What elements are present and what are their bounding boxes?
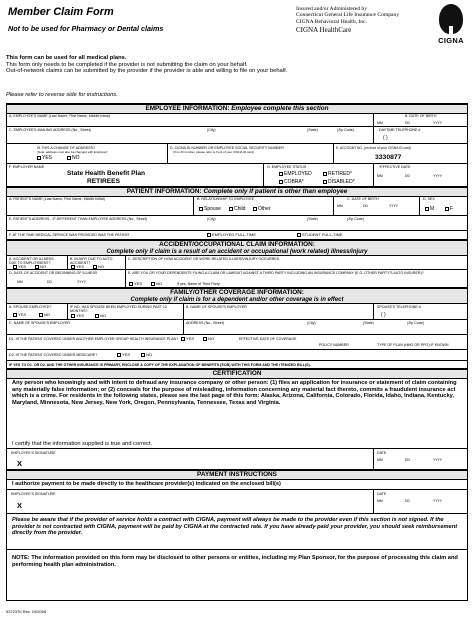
form-footer: 537237b Rev. 10/2008 <box>6 609 47 614</box>
certification-signature-row <box>7 448 467 470</box>
patient-name-label[interactable]: A. PATIENT'S NAME (Last Name, First Name, Middle Initial) <box>9 197 105 201</box>
dob-yyyy: YYYY <box>433 121 443 125</box>
accident-date-label[interactable]: D. DATE OF ACCIDENT OR BEGINNING OF ILLNESS <box>9 271 98 275</box>
change-address-label: IS THIS A CHANGE OF ADDRESS? <box>37 146 96 150</box>
cigna-healthcare-text: CIGNA HealthCare <box>296 25 352 34</box>
checkbox[interactable] <box>425 207 429 211</box>
auto-accident-label: B. INJURY DUE TO AUTO ACCIDENT? <box>70 257 113 265</box>
form-subtitle: Not to be used for Pharmacy or Dental claims <box>8 24 164 33</box>
c-yyyy: YYYY <box>433 458 443 462</box>
state-label: (State) <box>363 321 374 325</box>
cigna-id-label[interactable]: D. CIGNA ID NUMBER OR EMPLOYEE SOCIAL SECURITY NUMBER <box>170 146 284 150</box>
form-header <box>6 4 470 59</box>
checkbox[interactable] <box>279 180 283 184</box>
past-yes[interactable]: YES <box>71 313 84 319</box>
admin-line: CIGNA Behavioral Health, Inc. <box>296 18 367 25</box>
phone-parens: ( ) <box>381 312 386 318</box>
spouse-address-label[interactable]: ADDRESS (No., Street) <box>186 321 224 325</box>
intro-text <box>6 55 466 75</box>
date-label[interactable]: DATE <box>377 451 387 455</box>
certify-statement: I certify that the information supplied is true and correct. <box>12 441 153 447</box>
notice-row <box>7 514 467 550</box>
zip-label: (Zip Code) <box>347 217 364 221</box>
checkbox[interactable] <box>323 172 327 176</box>
patient-dob-label[interactable]: C. DATE OF BIRTH <box>347 197 379 201</box>
accident-employment-label: A. ACCIDENT OR ILLNESS DUE TO EMPLOYMENT? <box>9 257 54 265</box>
spouse-employment-row <box>7 304 467 320</box>
d1-yes[interactable]: YES <box>181 336 194 342</box>
state-label: (State) <box>307 217 318 221</box>
spouse-yes[interactable]: YES <box>13 312 26 318</box>
zip-label: (Zip Code) <box>407 321 424 325</box>
patient-employed-fulltime[interactable]: EMPLOYED FULL-TIME <box>207 232 256 238</box>
c-mm: MM <box>377 458 383 462</box>
signature-x[interactable]: X <box>17 459 23 468</box>
third-party-label: E. ARE YOU OR YOUR DEPENDENTS FILING A CLAIM OR LAWSUIT AGAINST A THIRD PARTY INCLUDING AN INSURANCE COMPANY (E.G. OTHER PARTY'S AUTO INSURER)? <box>128 271 424 275</box>
employee-name-label: A. EMPLOYEE'S NAME (Last Name, First Name, Middle Initial) <box>9 114 110 118</box>
acc-a-yes[interactable]: YES <box>13 264 26 270</box>
checkbox[interactable] <box>323 180 327 184</box>
admin-line: Insured and/or Administered by <box>296 6 367 12</box>
cigna-id-note: (If no ID number, please refer to front of your CIGNA ID card) <box>173 150 254 154</box>
acc-e-yes[interactable]: YES <box>129 281 142 287</box>
administrator-block <box>296 6 436 33</box>
employee-status-label: G. EMPLOYEE STATUS <box>267 165 307 169</box>
effective-date-label[interactable]: *EFFECTIVE DATE <box>379 165 411 169</box>
payment-heading: PAYMENT INSTRUCTIONS <box>7 470 467 480</box>
employee-name-row <box>7 113 467 127</box>
claim-form <box>6 103 468 601</box>
patient-student-fulltime[interactable]: STUDENT FULL-TIME <box>297 232 343 238</box>
employee-section-heading: EMPLOYEE INFORMATION: Employee complete this section <box>7 104 467 114</box>
sex-label: D. SEX <box>423 197 435 201</box>
spouse-employer-name-label[interactable]: C. NAME OF SPOUSE'S EMPLOYER <box>9 321 70 325</box>
certification-text: Any person who knowingly and with intent to defraud any insurance company or other person: (1) files an application for insurance or statement of claim containing any materially false information; or (2) conceals for the purpose of misleading, information concerning any material fact thereto, commits a fraudulent insurance act which is a crime. For residents in the following states, please see the last page of this form: Alaska, Arizona, California, Colorado, Florida, Idaho, Indiana, Kentucky, Maryland, Minnesota, New Jersey, New York, Oregon, Pennsylvania, Tennessee, Texas and Virginia. <box>12 380 457 407</box>
checkbox[interactable] <box>279 172 283 176</box>
change-address-note: (Note: address must also be changed with Employer) <box>37 150 108 154</box>
patient-address-row <box>7 216 467 231</box>
c-dd: DD <box>405 458 410 462</box>
checkbox[interactable] <box>199 207 203 211</box>
status-cobra[interactable]: COBRA* <box>279 179 304 185</box>
employee-address-row <box>7 127 467 144</box>
admin-line: Connecticut General Life Insurance Company <box>296 12 400 19</box>
change-address-no[interactable]: NO <box>67 155 80 161</box>
payment-text: I authorize payment to be made directly to the healthcare provider(s) indicated on the enclosed bill(s) <box>12 481 281 487</box>
payment-text-row <box>7 480 467 490</box>
spouse-no[interactable]: NO <box>39 312 50 318</box>
state-label: (State) <box>307 128 318 132</box>
a-dd: DD <box>47 280 52 284</box>
accident-row <box>7 256 467 270</box>
checkbox[interactable] <box>297 233 301 237</box>
checkbox[interactable] <box>253 207 257 211</box>
employer-name-label: F. EMPLOYER NAME <box>9 165 45 169</box>
signature-x[interactable]: X <box>17 501 23 510</box>
change-address-yes[interactable]: YES <box>37 155 52 161</box>
coverage-effective-label[interactable]: EFFECTIVE DATE OF COVERAGE <box>239 337 297 341</box>
checkbox[interactable] <box>67 156 71 160</box>
a-yyyy: YYYY <box>77 280 87 284</box>
acc-b-no[interactable]: NO <box>93 264 104 270</box>
p-yyyy: YYYY <box>389 204 399 208</box>
accident-date-row <box>7 270 467 288</box>
employer-sub: RETIREES <box>87 178 120 185</box>
note-row <box>7 550 467 600</box>
sex-f[interactable]: F <box>445 206 453 212</box>
provider-notice: Please be aware that if the provider of service holds a contract with CIGNA, payment will always be made to the provider even if this section is not signed. If the provider is not contracted with CIGNA, payment will be paid by CIGNA at the contracted rate. If you have already paid your provider, you should seek reimbursement directly from the provider. <box>12 517 458 537</box>
family-section-heading: FAMILY/OTHER COVERAGE INFORMATION: Complete only if claim is for a dependent and/or other coverage is in effect <box>7 288 467 304</box>
eff-mm: MM <box>377 174 383 178</box>
employer-row <box>7 164 467 187</box>
pay-mm: MM <box>377 499 383 503</box>
status-employed[interactable]: EMPLOYED <box>279 171 312 177</box>
daytime-phone-label[interactable]: DAYTIME TELEPHONE # <box>379 128 421 132</box>
zip-label: (Zip Code) <box>337 128 354 132</box>
dob-dd: DD <box>405 121 410 125</box>
cigna-logo <box>432 4 470 50</box>
rel-spouse[interactable]: Spouse <box>199 206 221 212</box>
spouse-employer-label[interactable]: B. NAME OF SPOUSE'S EMPLOYER <box>186 305 247 309</box>
signature-label: EMPLOYEE'S SIGNATURE <box>11 492 56 496</box>
patient-status-label: F. AT THE TIME MEDICAL SERVICE WAS PROVIDED WAS THE PATIENT <box>9 233 130 237</box>
a-mm: MM <box>17 280 23 284</box>
other-coverage-label: D1. IS THE PATIENT COVERED UNDER ANOTHER EMPLOYER GROUP HEALTH INSURANCE PLAN? <box>9 337 179 341</box>
patient-section-heading: PATIENT INFORMATION: Complete only if patient is other than employee <box>7 187 467 197</box>
date-label[interactable]: DATE <box>377 492 387 496</box>
employee-id-row <box>7 144 467 164</box>
relationship-label: B. RELATIONSHIP TO EMPLOYEE <box>197 197 255 201</box>
spouse-employed-label: A. SPOUSE EMPLOYED? <box>9 305 52 309</box>
d1-no[interactable]: NO <box>203 336 214 342</box>
spouse-employer-row <box>7 320 467 335</box>
third-party-name-label[interactable]: If yes, Name of Third Party: <box>177 282 221 286</box>
employee-dob-label[interactable]: B. DATE OF BIRTH <box>405 114 437 118</box>
logo-word: CIGNA <box>438 36 464 45</box>
acc-b-yes[interactable]: YES <box>71 264 84 270</box>
eff-dd: DD <box>405 174 410 178</box>
eob-note-row <box>7 361 467 369</box>
acc-e-no[interactable]: NO <box>151 281 162 287</box>
tree-icon <box>439 4 463 34</box>
medicare-label: D2. IS THE PATIENT COVERED UNDER MEDICARE? <box>9 353 98 357</box>
status-disabled[interactable]: DISABLED* <box>323 179 355 185</box>
sex-m[interactable]: M <box>425 206 434 212</box>
city-label: (City) <box>207 217 216 221</box>
pay-dd: DD <box>405 499 410 503</box>
signature-label: EMPLOYEE'S SIGNATURE <box>11 451 56 455</box>
d2-yes[interactable]: YES <box>117 352 130 358</box>
pay-yyyy: YYYY <box>433 499 443 503</box>
eff-yyyy: YYYY <box>433 174 443 178</box>
spouse-past-employed-label: IF NO, HAS SPOUSE BEEN EMPLOYED DURING PAST 12 MONTHS? <box>70 305 167 313</box>
policy-number-label[interactable]: POLICY NUMBER <box>319 343 349 347</box>
checkbox[interactable] <box>207 233 211 237</box>
past-no[interactable]: NO <box>95 313 106 319</box>
refer-note: Please refer to reverse side for instructions. <box>6 92 118 98</box>
p-dd: DD <box>363 204 368 208</box>
patient-name-row <box>7 196 467 216</box>
d2-no[interactable]: NO <box>141 352 152 358</box>
accident-description-label[interactable]: C. DESCRIPTION OF HOW ACCIDENT OR WORK RELATED ILLNESS/INJURY OCCURRED <box>128 257 280 261</box>
other-coverage-row <box>7 335 467 350</box>
intro-line: Out-of-network claims can be submitted by the provider if the provider is able and willing to file on your behalf. <box>6 68 288 75</box>
intro-line: This form can be used for all medical plans. <box>6 55 127 61</box>
checkbox[interactable] <box>37 156 41 160</box>
checkbox[interactable] <box>229 207 233 211</box>
accident-section-heading: ACCIDENT/OCCUPATIONAL CLAIM INFORMATION: Complete only if claim is a result of an accident or occupational (work related) illness/injury <box>7 240 467 256</box>
rel-child[interactable]: Child <box>229 206 245 212</box>
eob-note: IF YES TO D1. OR D2. AND THE OTHER INSURANCE IS PRIMARY, ENCLOSE A COPY OF THE EXPLANATION OF BENEFITS (EOB) WITH THIS FORM AND THE ITEMIZED BILL(S). <box>9 363 311 367</box>
employer-name: State Health Benefit Plan <box>67 170 146 177</box>
intro-line: This form only needs to be completed if the provider is not submitting the claim on your behalf. <box>6 61 248 68</box>
form-title: Member Claim Form <box>8 6 114 18</box>
rel-other[interactable]: Other <box>253 206 271 212</box>
city-label: (City) <box>307 321 316 325</box>
employee-address-label[interactable]: C. EMPLOYEE'S MAILING ADDRESS (No., Street) <box>9 128 91 132</box>
patient-status-row <box>7 231 467 240</box>
acc-a-no[interactable]: NO <box>35 264 46 270</box>
dob-mm: MM <box>377 121 383 125</box>
checkbox[interactable] <box>445 207 449 211</box>
spouse-phone-label[interactable]: SPOUSE'S TELEPHONE # <box>377 305 421 309</box>
account-number: 3330877 <box>375 154 402 161</box>
phone-parens: ( ) <box>383 135 388 141</box>
city-label: (City) <box>207 128 216 132</box>
medicare-row <box>7 350 467 361</box>
status-retired[interactable]: RETIRED* <box>323 171 352 177</box>
payment-signature-row <box>7 490 467 514</box>
patient-address-label[interactable]: E. PATIENT'S ADDRESS - IF DIFFERENT THAN EMPLOYEE ADDRESS (No., Street) <box>9 217 148 221</box>
plan-type-label[interactable]: TYPE OF PLAN (HMO OR PPO) IF KNOWN <box>377 343 449 347</box>
p-mm: MM <box>337 204 343 208</box>
certification-heading: CERTIFICATION <box>7 369 467 379</box>
account-no-label: E. ACCOUNT NO. (on front of your CIGNA ID card) <box>336 146 411 150</box>
disclosure-note: NOTE: The information provided on this form may be disclosed to other persons or entities, including my Plan Sponsor, for the purpose of processing this claim and performing health plan administration. <box>12 555 458 568</box>
